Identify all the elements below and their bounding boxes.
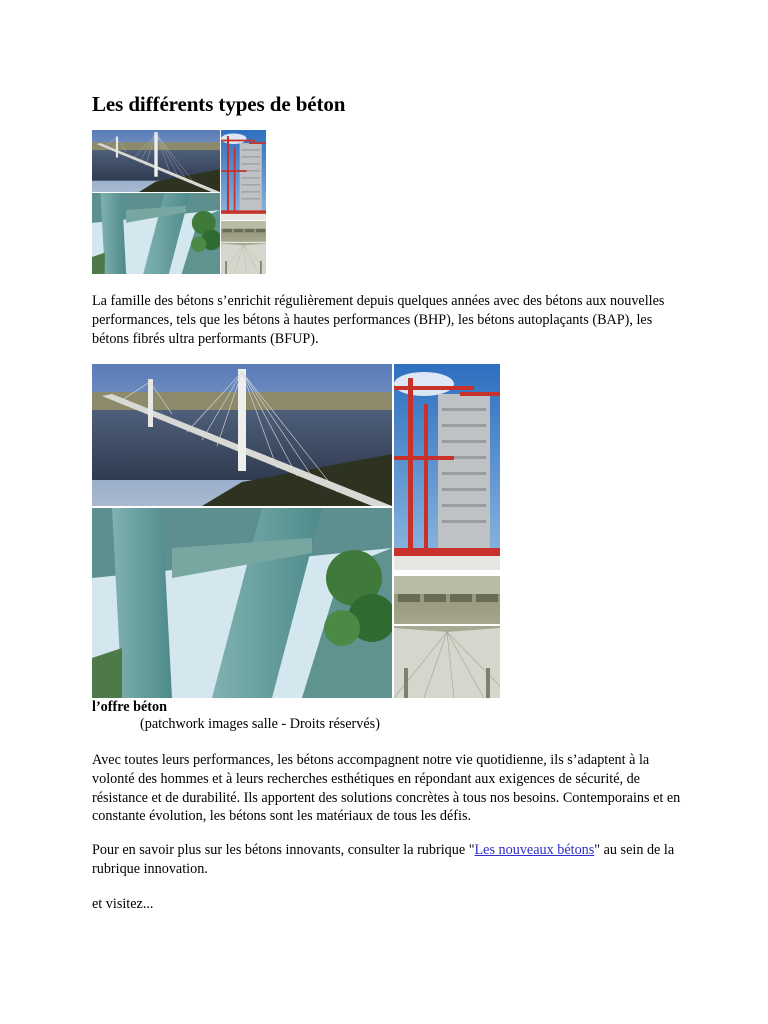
thumbnail-glass-hall-photo — [221, 221, 266, 274]
figure-caption-credit: (patchwork images salle - Droits réservés) — [140, 716, 380, 732]
pillar-photo — [92, 508, 392, 698]
thumbnail-pillar-photo — [92, 193, 220, 274]
thumbnail-bridge-photo — [92, 130, 220, 192]
closing-text: et visitez... — [92, 896, 154, 912]
figure-caption-title: l’offre béton — [92, 699, 167, 715]
body-paragraph: Avec toutes leurs performances, les bétons accompagnent notre vie quotidienne, ils s’adaptent à la volonté des hommes et à leurs recherches esthétiques en répondant aux exigences de sécurité, de résistance et de durabilité. Ils apportent des solutions concrètes à tous nos besoins. Contemporains et en constante évolution, les bétons sont les matériaux de tous les défis. — [92, 752, 681, 825]
more-info-text-after: " au sein de la rubrique innovation. — [92, 842, 675, 877]
glass-hall-photo — [394, 576, 500, 698]
more-info-text-before: Pour en savoir plus sur les bétons innovants, consulter la rubrique " — [92, 842, 475, 858]
more-info-paragraph — [92, 841, 692, 879]
page-title: Les différents types de béton — [92, 92, 346, 116]
tower-crane-photo — [394, 364, 500, 570]
bridge-photo — [92, 364, 392, 506]
thumbnail-tower-crane-photo — [221, 130, 266, 220]
intro-paragraph: La famille des bétons s’enrichit régulièrement depuis quelques années avec des bétons aux nouvelles performances, tels que les bétons à hautes performances (BHP), les bétons autoplaçants (BAP), les bétons fibrés ultra performants (BFUP). — [92, 293, 665, 347]
nouveaux-betons-link[interactable]: Les nouveaux bétons — [474, 842, 595, 858]
